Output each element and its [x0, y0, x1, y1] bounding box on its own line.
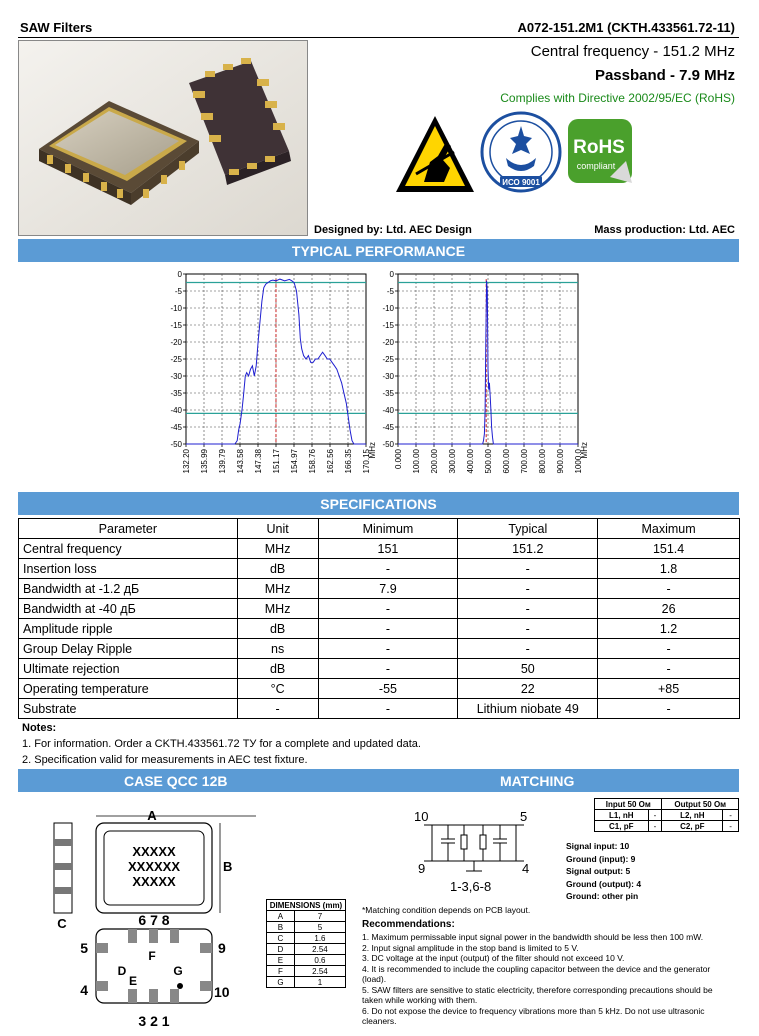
section-case: CASE QCC 12B — [124, 772, 228, 789]
marking-line-2: XXXXXX — [127, 859, 181, 874]
spec-cell: MHz — [237, 539, 318, 559]
dimension-cell: B — [267, 922, 295, 933]
section-typical-performance: TYPICAL PERFORMANCE — [18, 239, 739, 262]
spec-cell: - — [598, 639, 740, 659]
dimension-cell: 7 — [294, 911, 345, 922]
iso-certification-icon — [480, 110, 562, 196]
matching-cell: C1, pF — [595, 821, 649, 832]
spec-cell: - — [237, 699, 318, 719]
spec-cell: -55 — [318, 679, 458, 699]
spec-cell: 151.4 — [598, 539, 740, 559]
spec-cell: - — [318, 639, 458, 659]
recommendation-2: 2. Input signal amplitude in the stop band is limited to 5 V. — [362, 942, 579, 953]
rohs-compliant-icon — [566, 117, 636, 187]
matching-component-table — [594, 798, 739, 832]
x-tick-label: 158.76 — [308, 449, 317, 474]
x-tick-label: 151.17 — [272, 449, 281, 474]
table-row — [267, 944, 346, 955]
dim-a-label: A — [147, 808, 157, 823]
x-tick-label: 1000.0 — [574, 449, 583, 474]
matching-cell: - — [648, 810, 662, 821]
section-specifications: SPECIFICATIONS — [18, 492, 739, 515]
pin-5: 5 — [80, 940, 88, 956]
x-tick-label: 143.58 — [236, 449, 245, 474]
dimension-cell: G — [267, 977, 295, 988]
recommendation-3: 3. DC voltage at the input (output) of the filter should not exceed 10 V. — [362, 953, 625, 963]
x-tick-label: 300.00 — [448, 449, 457, 474]
case-drawing — [48, 805, 248, 1031]
table-row — [19, 699, 740, 719]
table-row — [19, 639, 740, 659]
spec-cell: MHz — [237, 579, 318, 599]
y-tick-label: -25 — [382, 355, 394, 364]
note-2: 2. Specification valid for measurements in AEC test fixture. — [22, 754, 308, 766]
pins-3-2-1: 3 2 1 — [138, 1013, 170, 1029]
dimension-cell: 1 — [294, 977, 345, 988]
pin-info-1: Signal input: 10 — [566, 841, 630, 851]
spec-header-4: Maximum — [598, 519, 740, 539]
spec-cell: +85 — [598, 679, 740, 699]
table-row — [595, 821, 739, 832]
dim-c-label: C — [57, 916, 67, 931]
header-left: SAW Filters — [20, 20, 93, 35]
table-row — [19, 659, 740, 679]
y-tick-label: -45 — [170, 423, 182, 432]
table-row — [267, 911, 346, 922]
y-tick-label: -5 — [386, 287, 394, 296]
spec-cell: Insertion loss — [19, 559, 238, 579]
spec-cell: MHz — [237, 599, 318, 619]
spec-cell: Central frequency — [19, 539, 238, 559]
y-tick-label: -15 — [170, 321, 182, 330]
table-row — [267, 933, 346, 944]
table-row — [19, 679, 740, 699]
x-tick-label: 500.00 — [484, 449, 493, 474]
spec-cell: Group Delay Ripple — [19, 639, 238, 659]
matching-cell: L2, nH — [662, 810, 723, 821]
y-tick-label: -50 — [170, 440, 182, 449]
pin-info-2: Ground (input): 9 — [566, 853, 636, 864]
x-tick-label: 800.00 — [538, 449, 547, 474]
y-tick-label: -25 — [170, 355, 182, 364]
dimension-cell: E — [267, 955, 295, 966]
spec-cell: - — [318, 559, 458, 579]
dimensions-title: DIMENSIONS (mm) — [267, 900, 346, 911]
recommendations — [362, 905, 722, 1027]
table-row — [267, 955, 346, 966]
matching-cell: - — [723, 810, 739, 821]
x-tick-label: 0.000 — [394, 449, 403, 470]
recommendation-5: 5. SAW filters are sensitive to static electricity, therefore corresponding precautions should be taken while working with them. — [362, 984, 713, 1005]
spec-cell: 7.9 — [318, 579, 458, 599]
matching-cell: - — [723, 821, 739, 832]
circuit-pin-10: 10 — [414, 809, 429, 824]
dim-b-label: B — [223, 859, 233, 874]
passband: Passband - 7.9 MHz — [594, 67, 735, 84]
spec-cell: - — [458, 579, 598, 599]
x-tick-label: 700.00 — [520, 449, 529, 474]
pins-6-7-8: 6 7 8 — [138, 912, 170, 928]
specifications-table — [18, 518, 740, 719]
circuit-ground-pins: 1-3,6-8 — [450, 879, 492, 894]
marking-line-1: XXXXX — [132, 844, 176, 859]
table-row — [19, 579, 740, 599]
pin-assignment — [566, 840, 641, 903]
y-tick-label: -50 — [382, 440, 394, 449]
spec-cell: 1.8 — [598, 559, 740, 579]
spec-cell: - — [458, 619, 598, 639]
dim-g-label: G — [173, 964, 183, 978]
spec-cell: - — [318, 599, 458, 619]
notes — [22, 720, 421, 768]
circuit-pin-5: 5 — [520, 809, 528, 824]
circuit-pin-9: 9 — [418, 861, 426, 876]
x-tick-label: 600.00 — [502, 449, 511, 474]
table-row — [19, 619, 740, 639]
recommendation-6: 6. Do not expose the device to frequency vibrations more than 5 kHz. Do not use ultrasonic cleaners. — [362, 1005, 705, 1026]
spec-cell: 1.2 — [598, 619, 740, 639]
dim-e-label: E — [128, 974, 138, 988]
dim-d-label: D — [117, 964, 127, 978]
recommendations-title: Recommendations: — [362, 918, 455, 930]
spec-cell: - — [598, 699, 740, 719]
dimension-cell: 2.54 — [294, 944, 345, 955]
y-tick-label: -45 — [382, 423, 394, 432]
rohs-directive: Complies with Directive 2002/95/EC (RoHS) — [500, 91, 735, 105]
dimension-cell: C — [267, 933, 295, 944]
y-tick-label: -15 — [382, 321, 394, 330]
table-row — [595, 810, 739, 821]
dimension-cell: 0.6 — [294, 955, 345, 966]
spec-cell: 151 — [318, 539, 458, 559]
spec-cell: Bandwidth at -1.2 дБ — [19, 579, 238, 599]
header-part-number: A072-151.2M1 (CKTH.433561.72-11) — [517, 20, 735, 35]
header-rule — [18, 37, 739, 38]
y-tick-label: -5 — [174, 287, 182, 296]
recommendation-4: 4. It is recommended to include the coupling capacitor between the device and the generator (load). — [362, 963, 711, 984]
matching-cell: L1, nH — [595, 810, 649, 821]
y-tick-label: -30 — [382, 372, 394, 381]
spec-cell: Amplitude ripple — [19, 619, 238, 639]
dimension-cell: 5 — [294, 922, 345, 933]
x-unit-label: MHz — [580, 442, 589, 459]
matching-cell: - — [648, 821, 662, 832]
frequency-response-chart-narrow — [160, 266, 375, 486]
spec-cell: - — [318, 619, 458, 639]
x-tick-label: 100.00 — [412, 449, 421, 474]
dimension-cell: F — [267, 966, 295, 977]
pin-4: 4 — [80, 982, 88, 998]
circuit-pin-4: 4 — [522, 861, 530, 876]
x-tick-label: 400.00 — [466, 449, 475, 474]
y-tick-label: -35 — [170, 389, 182, 398]
table-row — [19, 559, 740, 579]
product-photo — [18, 40, 308, 236]
y-tick-label: -10 — [170, 304, 182, 313]
esd-warning-icon — [394, 112, 476, 196]
x-tick-label: 166.35 — [344, 449, 353, 474]
dimension-cell: 1.6 — [294, 933, 345, 944]
spec-cell: Substrate — [19, 699, 238, 719]
central-frequency: Central frequency - 151.2 MHz — [530, 43, 735, 60]
x-tick-label: 162.56 — [326, 449, 335, 474]
y-tick-label: -20 — [382, 338, 394, 347]
y-tick-label: 0 — [389, 270, 394, 279]
frequency-response-chart-wide — [372, 266, 594, 486]
designed-by: Designed by: Ltd. AEC Design — [314, 224, 472, 236]
pin-info-3: Signal output: 5 — [566, 866, 631, 876]
spec-cell: 151.2 — [458, 539, 598, 559]
spec-cell: - — [458, 599, 598, 619]
marking-line-3: XXXXX — [132, 874, 176, 889]
spec-cell: 22 — [458, 679, 598, 699]
x-tick-label: 135.99 — [200, 449, 209, 474]
note-1: 1. For information. Order a CKTH.433561.72 ТУ for a complete and updated data. — [22, 738, 421, 750]
spec-cell: ns — [237, 639, 318, 659]
x-tick-label: 900.00 — [556, 449, 565, 474]
y-tick-label: -10 — [382, 304, 394, 313]
spec-header-0: Parameter — [19, 519, 238, 539]
dimension-cell: 2.54 — [294, 966, 345, 977]
x-tick-label: 170.15 — [362, 449, 371, 474]
matching-cell: C2, pF — [662, 821, 723, 832]
matching-output-header: Output 50 Ом — [662, 799, 739, 810]
spec-cell: - — [318, 659, 458, 679]
x-tick-label: 154.97 — [290, 449, 299, 474]
x-unit-label: MHz — [368, 442, 377, 459]
iso-label: ИСО 9001 — [502, 178, 540, 187]
spec-cell: dB — [237, 659, 318, 679]
table-row — [19, 539, 740, 559]
table-row — [267, 922, 346, 933]
dimensions-table — [266, 899, 346, 988]
rohs-label: RoHS — [573, 137, 625, 158]
spec-cell: dB — [237, 559, 318, 579]
mass-production: Mass production: Ltd. AEC — [594, 224, 735, 236]
recommendation-1: 1. Maximum permissable input signal power in the bandwidth should be less then 100 mW. — [362, 932, 704, 942]
spec-header-2: Minimum — [318, 519, 458, 539]
y-tick-label: -35 — [382, 389, 394, 398]
section-bar-case-matching — [18, 769, 739, 792]
spec-header-3: Typical — [458, 519, 598, 539]
spec-cell: Ultimate rejection — [19, 659, 238, 679]
matching-circuit-diagram — [408, 805, 538, 897]
rohs-sub-label: compliant — [576, 161, 616, 171]
pin-10: 10 — [214, 984, 230, 1000]
x-tick-label: 200.00 — [430, 449, 439, 474]
spec-cell: - — [458, 639, 598, 659]
y-tick-label: 0 — [177, 270, 182, 279]
spec-cell: 26 — [598, 599, 740, 619]
spec-cell: Bandwidth at -40 дБ — [19, 599, 238, 619]
spec-cell: - — [318, 699, 458, 719]
dimension-cell: D — [267, 944, 295, 955]
section-matching: MATCHING — [500, 772, 575, 789]
dimension-cell: A — [267, 911, 295, 922]
spec-cell: - — [458, 559, 598, 579]
y-tick-label: -30 — [170, 372, 182, 381]
table-row — [267, 966, 346, 977]
table-row — [267, 977, 346, 988]
x-tick-label: 139.79 — [218, 449, 227, 474]
y-tick-label: -40 — [170, 406, 182, 415]
pin-info-5: Ground: other pin — [566, 891, 639, 901]
spec-cell: - — [598, 579, 740, 599]
spec-header-1: Unit — [237, 519, 318, 539]
pin-info-4: Ground (output): 4 — [566, 878, 642, 889]
y-tick-label: -20 — [170, 338, 182, 347]
pin-9: 9 — [218, 940, 226, 956]
dim-f-label: F — [148, 949, 156, 963]
spec-cell: dB — [237, 619, 318, 639]
x-tick-label: 147.38 — [254, 449, 263, 474]
spec-cell: - — [598, 659, 740, 679]
spec-cell: 50 — [458, 659, 598, 679]
spec-cell: Lithium niobate 49 — [458, 699, 598, 719]
matching-note: *Matching condition depends on PCB layout. — [362, 905, 531, 915]
table-row — [19, 599, 740, 619]
notes-title: Notes: — [22, 722, 57, 734]
y-tick-label: -40 — [382, 406, 394, 415]
spec-cell: °C — [237, 679, 318, 699]
spec-cell: Operating temperature — [19, 679, 238, 699]
matching-input-header: Input 50 Ом — [595, 799, 662, 810]
x-tick-label: 132.20 — [182, 449, 191, 474]
